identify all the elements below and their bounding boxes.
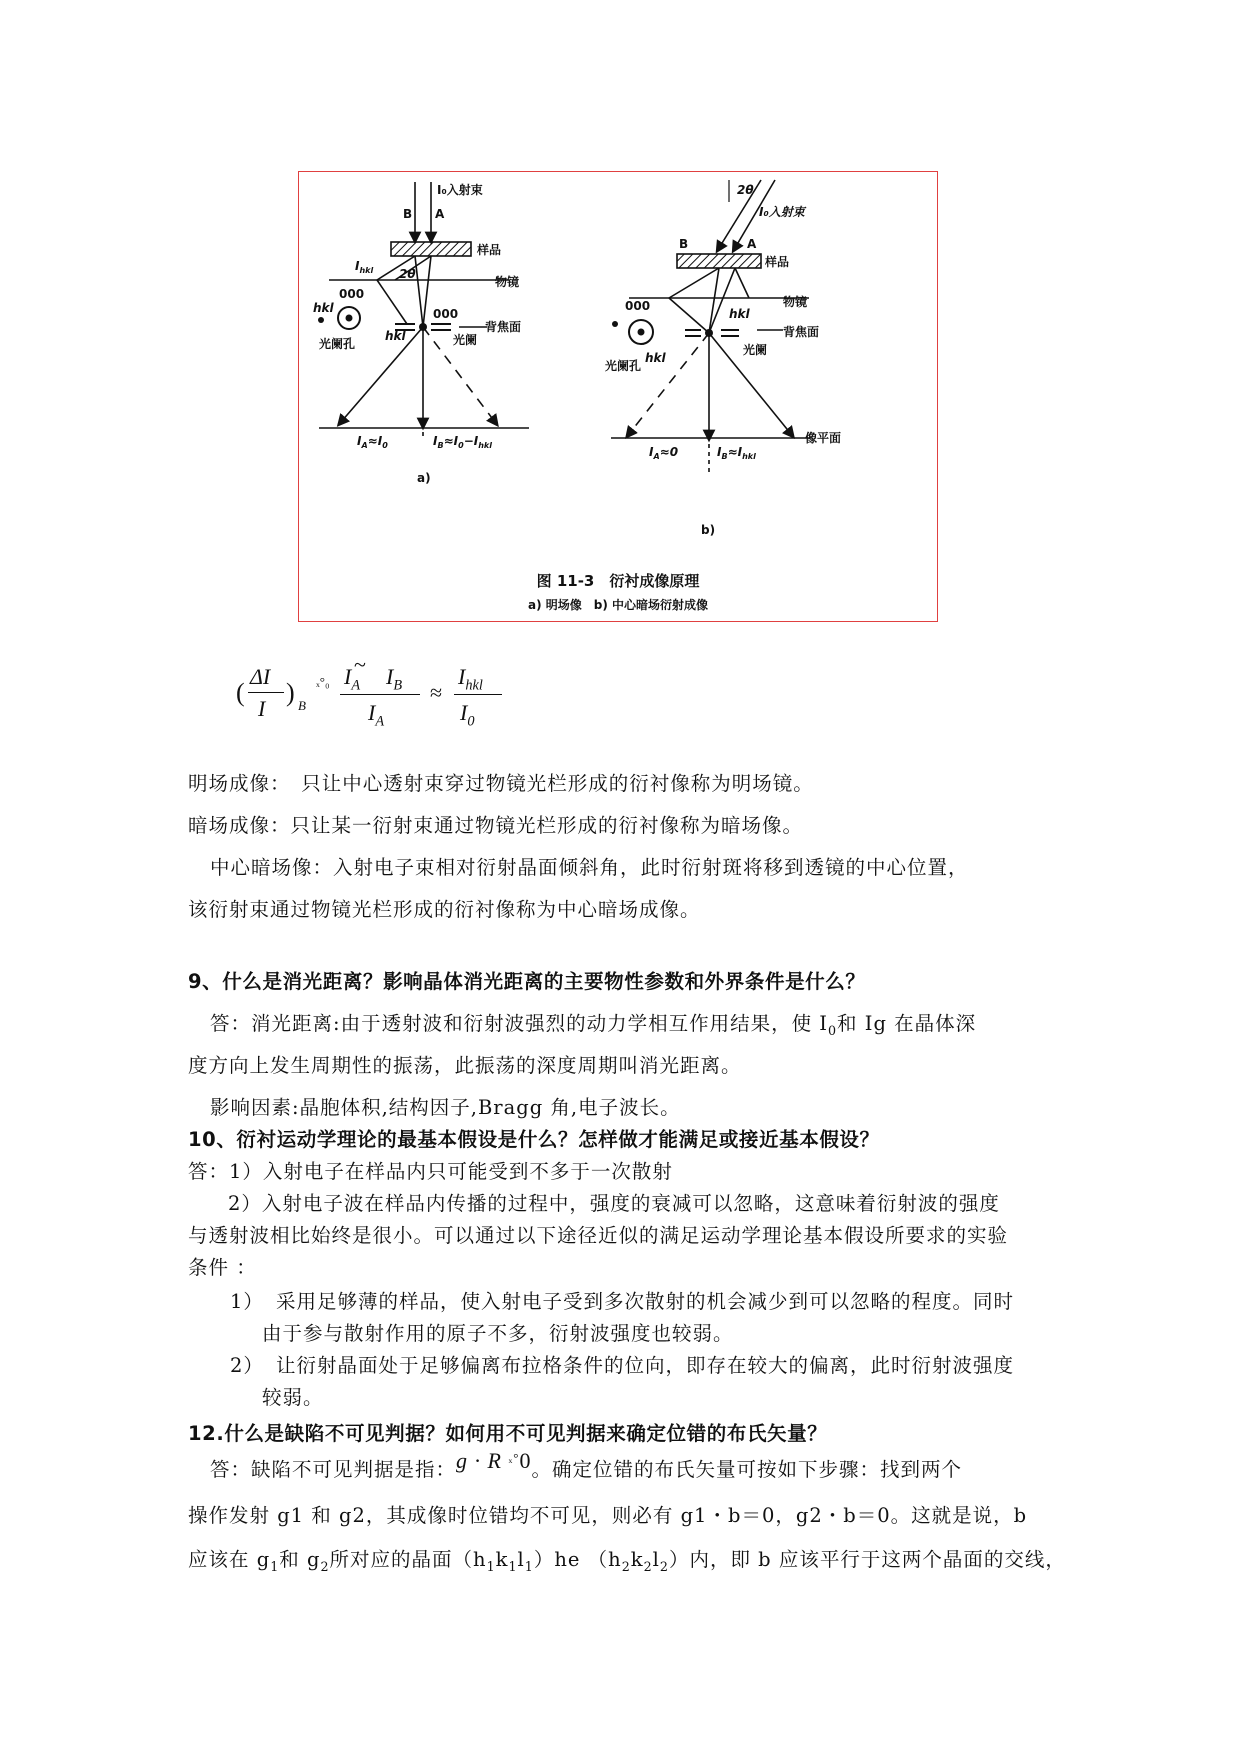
figure-caption-title: 图 11-3 衍衬成像原理 <box>536 572 700 590</box>
panel-a-ia: $I_A\approx I_0$ <box>357 434 388 450</box>
panel-a-beam-a: A <box>435 207 445 221</box>
panel-a-sample: 样品 <box>477 243 502 257</box>
figure-caption-sub: a) 明场像 b) 中心暗场衍射成像 <box>527 598 708 612</box>
panel-b-label: b) <box>701 523 716 537</box>
answer-12-line3: 应该在 $g_1$和 $g_2$所对应的晶面$(h_1k_1l_1)he$ $(h_2k_2l_2)$内，即 b 应该平行于这两个晶面的交线， <box>188 1548 1066 1574</box>
panel-b-beam-a: A <box>747 237 757 251</box>
answer-10-line1: 答：1）入射电子在样品内只可能受到不多于一次散射 <box>188 1160 673 1183</box>
panel-a-two-theta: 2θ <box>399 267 416 281</box>
answer-12-line1: 答：缺陷不可见判据是指：g · R $^{_x^\circ}$0。确定位错的布氏矢量可按如下步骤：找到两个 <box>210 1448 962 1481</box>
para-central-dark-1: 中心暗场像：入射电子束相对衍射晶面倾斜角，此时衍射斑将移到透镜的中心位置， <box>210 856 969 879</box>
panel-b-two-theta: 2θ <box>737 183 754 197</box>
panel-a-label: a) <box>417 471 431 485</box>
panel-b-sample: 样品 <box>765 255 790 269</box>
question-10: 10、衍衬运动学理论的最基本假设是什么？怎样做才能满足或接近基本假设？ <box>188 1128 880 1151</box>
answer-10-line2: 2）入射电子波在样品内传播的过程中，强度的衰减可以忽略，这意味着衍射波的强度 <box>228 1192 1000 1215</box>
diffraction-contrast-diagram <box>299 172 936 620</box>
panel-b-labels <box>605 183 841 537</box>
panel-b-aperture: 光阑 <box>743 343 768 357</box>
panel-b-objective: 物镜 <box>783 295 808 309</box>
answer-10-line3: 与透射波相比始终是很小。可以通过以下途径近似的满足运动学理论基本假设所要求的实验 <box>188 1224 1009 1247</box>
panel-b-image-plane: 像平面 <box>805 431 842 445</box>
panel-a-ib: $I_B\approx I_0-I_{hkl}$ <box>433 434 492 450</box>
answer-10-item1-num: 1） <box>230 1290 264 1313</box>
para-central-dark-2: 该衍射束通过物镜光栏形成的衍衬像称为中心暗场成像。 <box>188 898 701 921</box>
panel-b <box>611 180 811 472</box>
answer-10-item1-cont: 由于参与散射作用的原子不多，衍射波强度也较弱。 <box>262 1322 734 1345</box>
panel-a-incident: I₀入射束 <box>437 183 483 197</box>
panel-a-hkl: hkl <box>313 301 334 315</box>
panel-b-ib: $I_B\approx I_{hkl}$ <box>717 445 756 461</box>
answer-10-item2-num: 2） <box>230 1354 264 1377</box>
answer-9-line1: 答：消光距离:由于透射波和衍射波强烈的动力学相互作用结果，使 $I_0$和 Ig 在晶体深 <box>210 1012 977 1038</box>
question-12: 12.什么是缺陷不可见判据？如何用不可见判据来确定位错的布氏矢量？ <box>188 1422 828 1445</box>
panel-a-back-focal: 背焦面 <box>485 320 522 334</box>
para-bright-field: 明场成像： 只让中心透射束穿过物镜光栏形成的衍衬像称为明场镜。 <box>188 772 814 795</box>
figure-frame <box>298 171 938 622</box>
panel-a-aperture: 光阑 <box>453 333 478 347</box>
panel-b-ia: $I_A\approx 0$ <box>649 445 679 461</box>
panel-a-spot000: 000 <box>339 287 365 301</box>
panel-a-spot000b: 000 <box>433 307 459 321</box>
answer-10-item2: 让衍射晶面处于足够偏离布拉格条件的位向，即存在较大的偏离，此时衍射波强度 <box>276 1354 1015 1377</box>
answer-9-line3: 影响因素:晶胞体积,结构因子,Bragg 角,电子波长。 <box>210 1096 681 1119</box>
panel-b-hkl-bar: hkl <box>729 307 750 321</box>
panel-b-aperture-hole: 光阑孔 <box>605 359 642 373</box>
question-9: 9、什么是消光距离？影响晶体消光距离的主要物性参数和外界条件是什么？ <box>188 970 866 993</box>
panel-b-incident: I₀入射束 <box>759 205 805 219</box>
answer-10-line4: 条件 ： <box>188 1256 257 1279</box>
answer-12-line2: 操作发射 g1 和 g2，其成像时位错均不可见，则必有 g1・b＝0，g2・b＝0。这就是说，b <box>188 1504 1028 1527</box>
panel-a-hkl-bar: hkl <box>385 329 406 343</box>
panel-a-objective: 物镜 <box>495 275 520 289</box>
panel-b-beam-b: B <box>679 237 689 251</box>
answer-10-item1: 采用足够薄的样品，使入射电子受到多次散射的机会减少到可以忽略的程度。同时 <box>276 1290 1015 1313</box>
panel-b-spot000: 000 <box>625 299 651 313</box>
panel-a-aperture-hole: 光阑孔 <box>319 337 356 351</box>
panel-a-ihkl: $I_{hkl}$ <box>355 259 374 275</box>
para-dark-field: 暗场成像：只让某一衍射束通过物镜光栏形成的衍衬像称为暗场像。 <box>188 814 804 837</box>
panel-b-hkl-bar2: hkl <box>645 351 666 365</box>
panel-a-beam-b: B <box>403 207 413 221</box>
answer-10-item2-cont: 较弱。 <box>262 1386 324 1409</box>
answer-9-line2: 度方向上发生周期性的振荡，此振荡的深度周期叫消光距离。 <box>188 1054 742 1077</box>
panel-a <box>318 182 529 440</box>
panel-b-back-focal: 背焦面 <box>783 325 820 339</box>
